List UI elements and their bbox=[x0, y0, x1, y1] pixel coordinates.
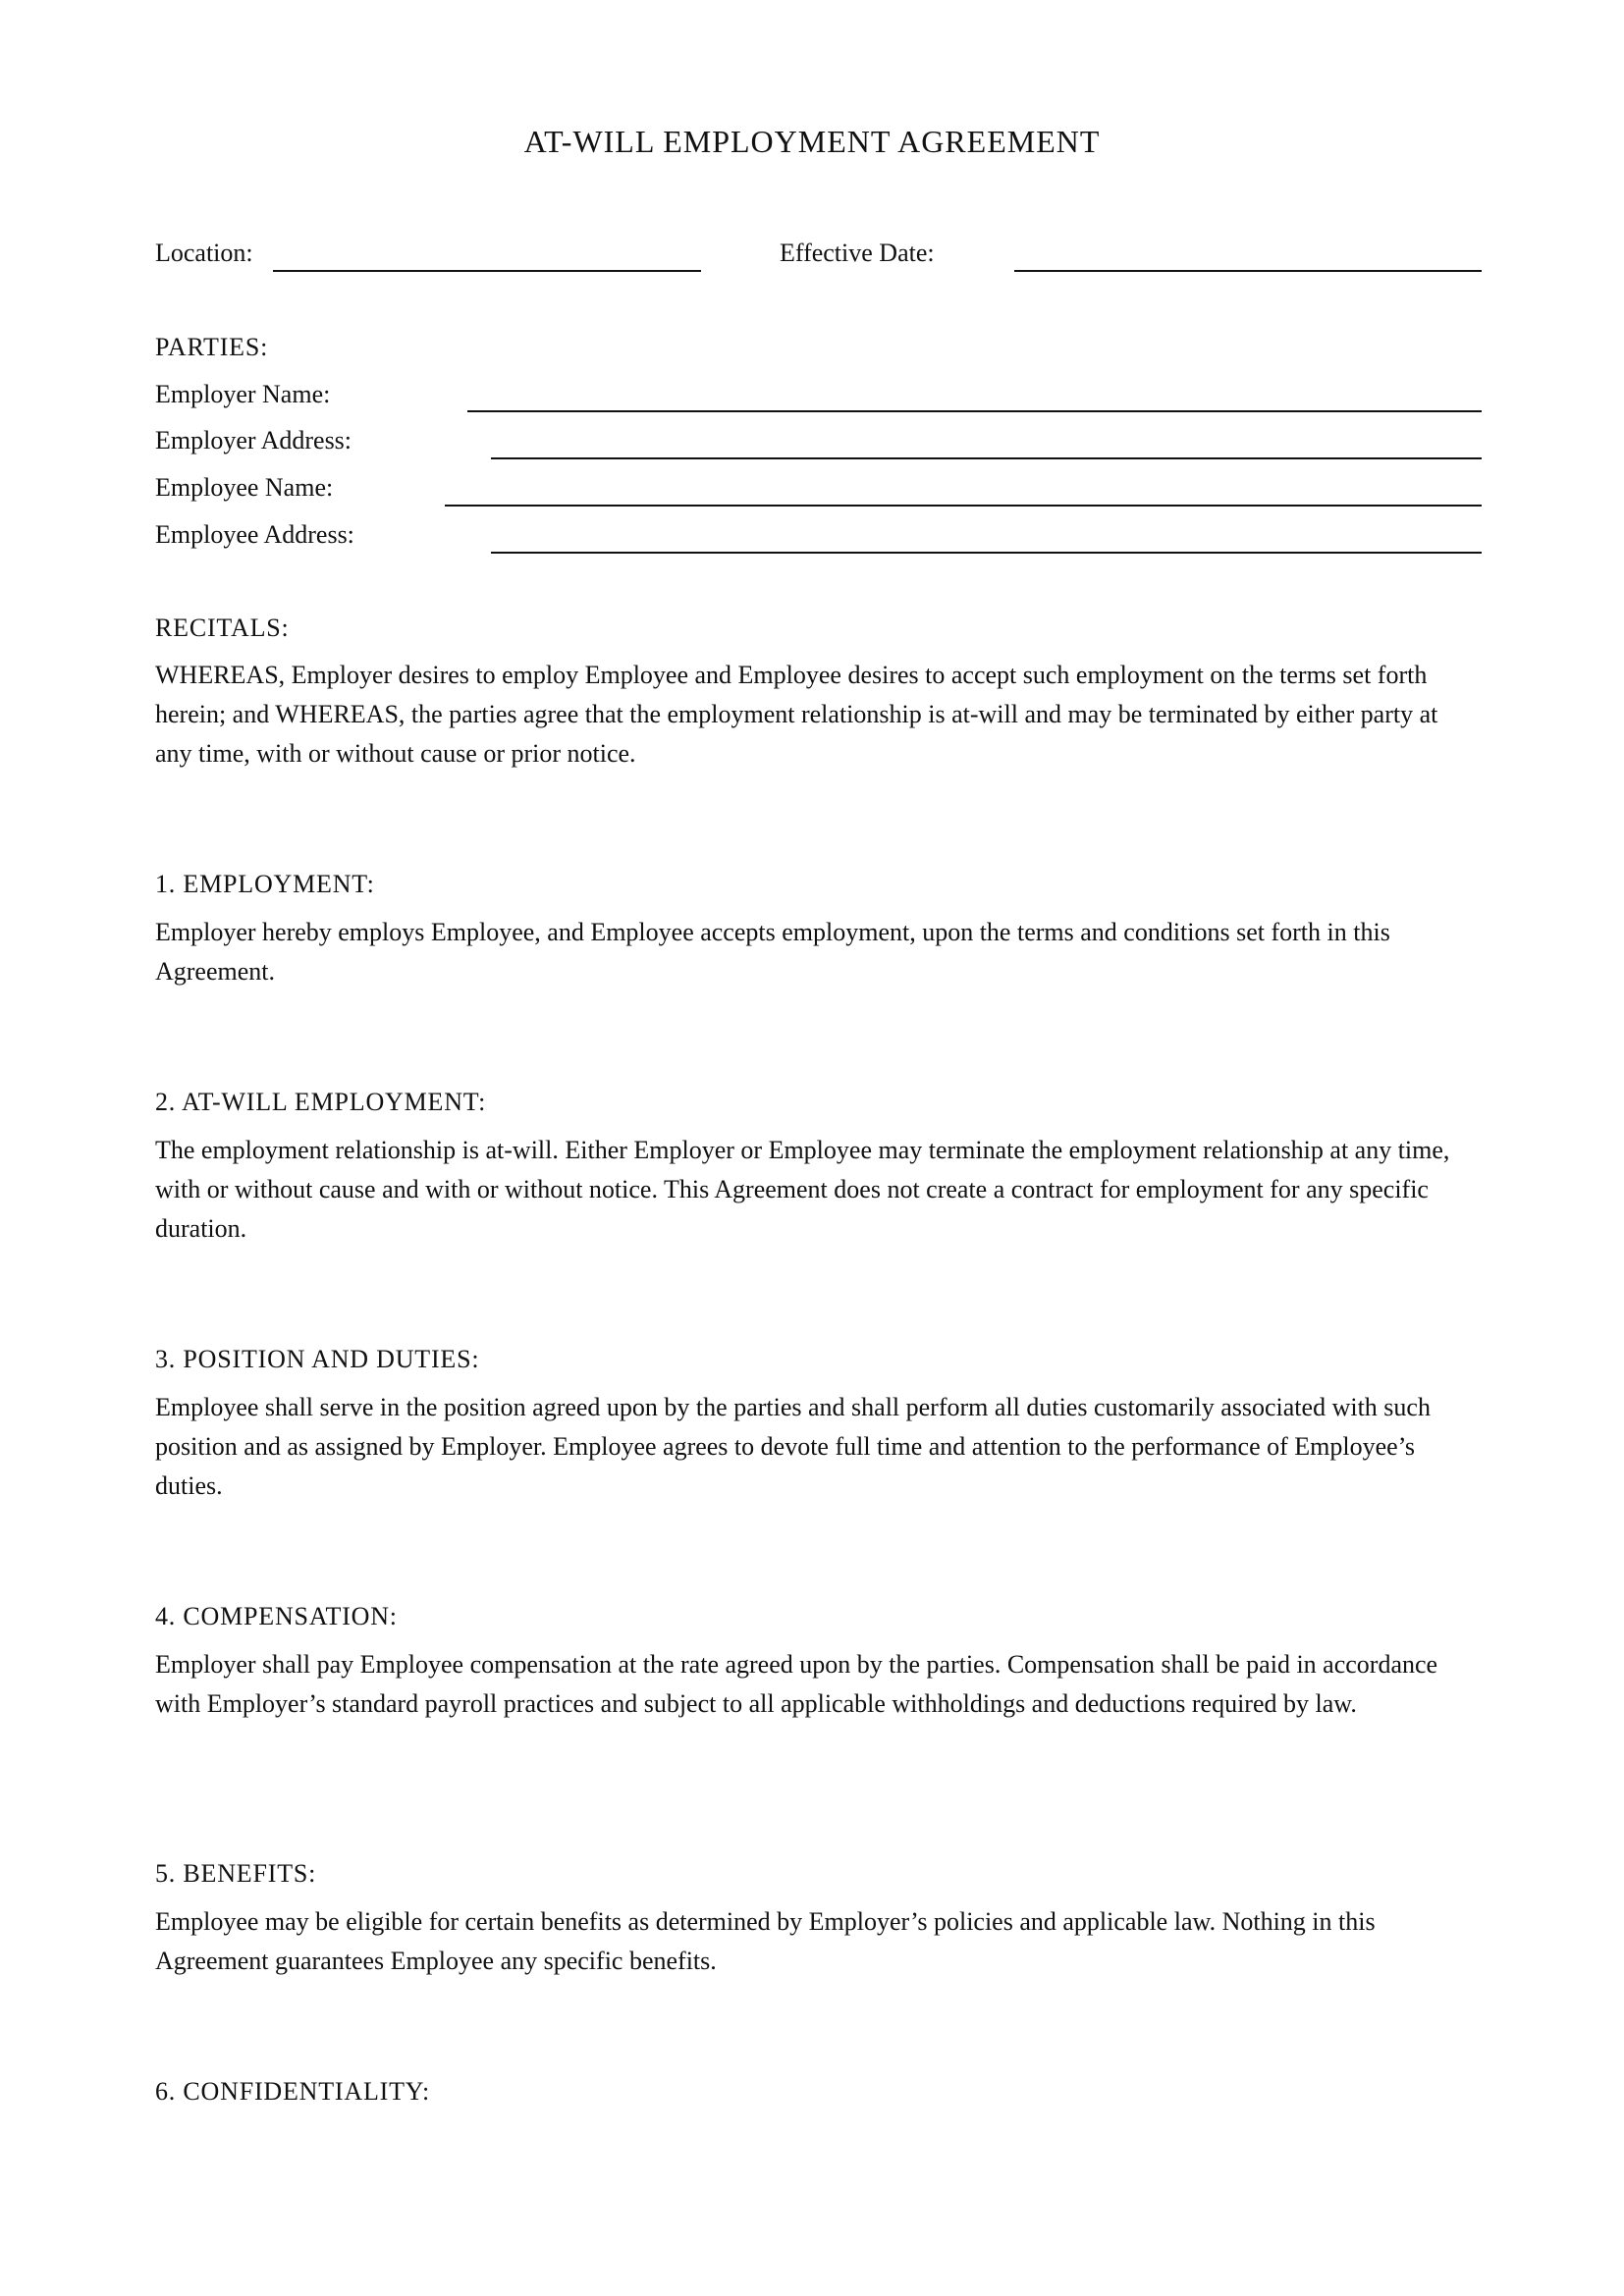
employer-address-field-line[interactable] bbox=[491, 457, 1482, 459]
section-2-heading: 2. AT-WILL EMPLOYMENT: bbox=[155, 1088, 487, 1116]
document-title: AT-WILL EMPLOYMENT AGREEMENT bbox=[523, 124, 1101, 159]
effective-date-label: Effective Date: bbox=[780, 239, 935, 267]
section-2-text: The employment relationship is at-will. Either Employer or Employee may terminate the employment relationship at any time, with or without cause and with or without notice. This Agreement does not create a contract for employment for any specific duration. bbox=[155, 1136, 1450, 1243]
effective-date-field-line[interactable] bbox=[1014, 270, 1482, 272]
employer-name-field-line[interactable] bbox=[467, 410, 1482, 412]
employer-address-label: Employer Address: bbox=[155, 426, 352, 454]
employer-name-label: Employer Name: bbox=[155, 380, 331, 408]
section-3-heading: 3. POSITION AND DUTIES: bbox=[155, 1345, 480, 1373]
location-label: Location: bbox=[155, 239, 253, 267]
section-3-text: Employee shall serve in the position agreed upon by the parties and shall perform all duties customarily associated with such position and as assigned by Employer. Employee agrees to devote full time and attention to the performance of Employee’s duties. bbox=[155, 1393, 1431, 1500]
section-6-heading: 6. CONFIDENTIALITY: bbox=[155, 2077, 430, 2106]
recitals-heading: RECITALS: bbox=[155, 614, 290, 642]
section-5-heading: 5. BENEFITS: bbox=[155, 1859, 317, 1888]
section-1-heading: 1. EMPLOYMENT: bbox=[155, 870, 375, 898]
section-1-text: Employer hereby employs Employee, and Employee accepts employment, upon the terms and conditions set forth in this Agreement. bbox=[155, 918, 1390, 986]
location-field-line[interactable] bbox=[273, 270, 701, 272]
section-4-heading: 4. COMPENSATION: bbox=[155, 1602, 398, 1630]
employee-name-label: Employee Name: bbox=[155, 473, 334, 502]
section-4-text: Employer shall pay Employee compensation at the rate agreed upon by the parties. Compensation shall be paid in accordance with Employer’s standard payroll practices and subject to all applicable withholdings and deductions required by law. bbox=[155, 1650, 1438, 1718]
parties-heading: PARTIES: bbox=[155, 333, 269, 361]
employee-name-field-line[interactable] bbox=[445, 505, 1482, 507]
recitals-text: WHEREAS, Employer desires to employ Employee and Employee desires to accept such employment on the terms set forth herein; and WHEREAS, the parties agree that the employment relationship is at-will and may be terminated by either party at any time, with or without cause or prior notice. bbox=[155, 661, 1438, 768]
section-5-text: Employee may be eligible for certain benefits as determined by Employer’s policies and applicable law. Nothing in this Agreement guarantees Employee any specific benefits. bbox=[155, 1907, 1376, 1975]
employee-address-field-line[interactable] bbox=[491, 552, 1482, 554]
employee-address-label: Employee Address: bbox=[155, 520, 354, 549]
